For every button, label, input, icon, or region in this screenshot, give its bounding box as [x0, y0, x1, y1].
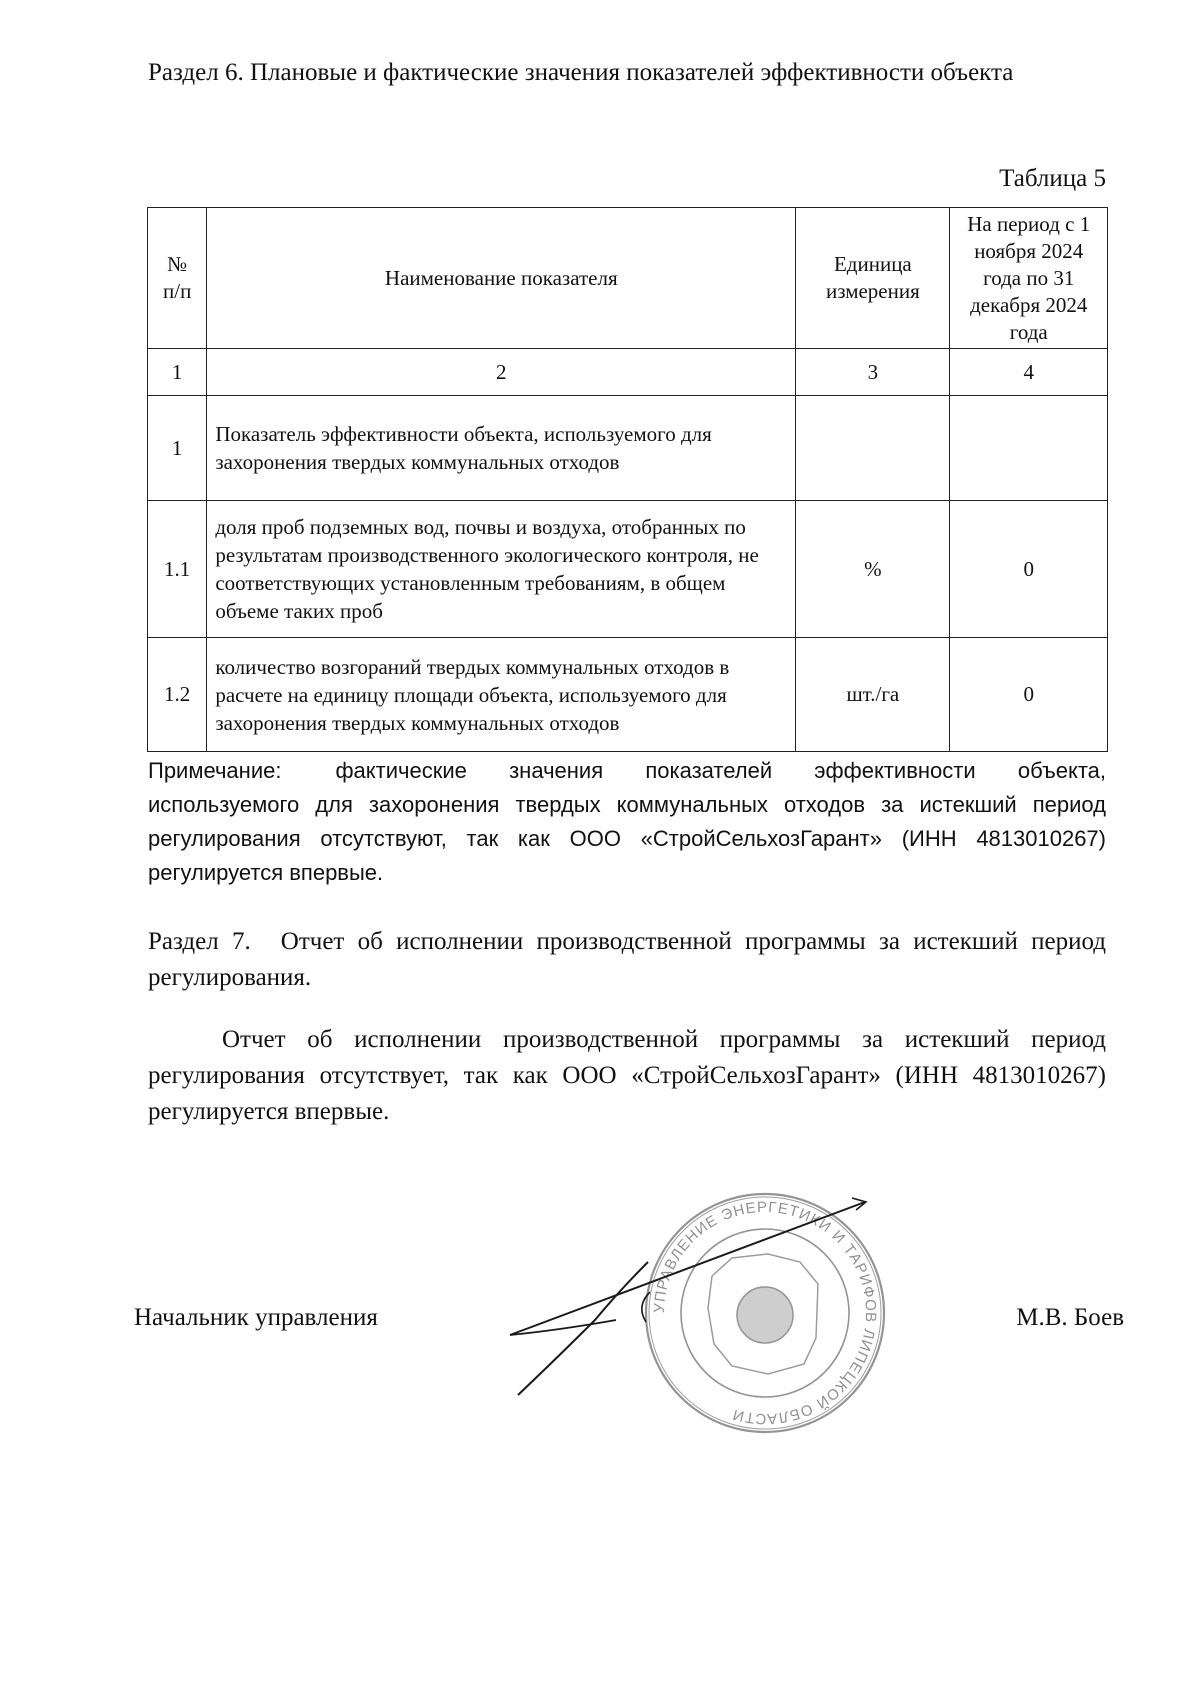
column-number: 2: [207, 349, 796, 396]
signature-stroke-main: [510, 1202, 865, 1335]
row-unit: %: [796, 501, 950, 638]
row-unit: [796, 396, 950, 501]
column-number: 1: [148, 349, 207, 396]
table-caption: Таблица 5: [999, 165, 1106, 192]
row-unit: шт./га: [796, 638, 950, 752]
signer-position: Начальник управления: [134, 1304, 378, 1331]
header-num: № п/п: [148, 208, 207, 349]
row-num: 1.1: [148, 501, 207, 638]
row-num: 1.2: [148, 638, 207, 752]
section-6-heading: Раздел 6. Плановые и фактические значения показателей эффективности объекта: [148, 59, 1014, 86]
seal-text-path: УПРАВЛЕНИЕ ЭНЕРГЕТИКИ И ТАРИФОВ ЛИПЕЦКОЙ ОБЛАСТИ: [650, 1198, 880, 1428]
report-paragraph: Отчет об исполнении производственной программы за истекший период регулирования отсутствует, так как ООО «СтройСельхозГарант» (ИНН 4813010267) регулируется впервые.: [148, 1026, 1106, 1125]
note-text: фактические значения показателей эффективности объекта, используемого для захоронения твердых коммунальных отходов за истекший период регулирования отсутствуют, так как ООО «СтройСельхозГарант» (ИНН 4813010267) регулируется впервые.: [148, 758, 1106, 885]
section-7-title: Отчет об исполнении производственной программы за истекший период регулирования.: [148, 928, 1107, 991]
row-num: 1: [148, 396, 207, 501]
handwritten-signature: [500, 1180, 880, 1400]
signer-name: М.В. Боев: [1016, 1304, 1124, 1331]
column-number: 4: [950, 349, 1108, 396]
table-row: [148, 638, 1108, 752]
table-header-row: [148, 208, 1108, 349]
table-row: [148, 396, 1108, 501]
note-label: Примечание:: [148, 758, 282, 783]
column-number-row: [148, 349, 1108, 396]
column-number: 3: [796, 349, 950, 396]
header-period: На период с 1 ноября 2024 года по 31 декабря 2024 года: [950, 208, 1108, 349]
section-7-label: Раздел 7.: [148, 928, 251, 955]
signature-stroke-down: [518, 1262, 648, 1395]
row-value: 0: [950, 638, 1108, 752]
table-row: [148, 501, 1108, 638]
row-name: доля проб подземных вод, почвы и воздуха, отобранных по результатам производственного экологического контроля, не соответствующих установленным требованиям, в общем объеме таких проб: [207, 501, 796, 638]
header-name: Наименование показателя: [207, 208, 796, 349]
row-value: [950, 396, 1108, 501]
signature-stroke-tail: [510, 1320, 616, 1335]
row-value: 0: [950, 501, 1108, 638]
table-note: [148, 754, 1106, 890]
row-name: количество возгораний твердых коммунальных отходов в расчете на единицу площади объекта, используемого для захоронения твердых коммунальных отходов: [207, 638, 796, 752]
indicators-table: [147, 207, 1108, 752]
header-unit: Единица измерения: [796, 208, 950, 349]
row-name: Показатель эффективности объекта, используемого для захоронения твердых коммунальных отходов: [207, 396, 796, 501]
section-7-heading: [148, 924, 1106, 996]
signature-loop: [642, 1292, 650, 1322]
